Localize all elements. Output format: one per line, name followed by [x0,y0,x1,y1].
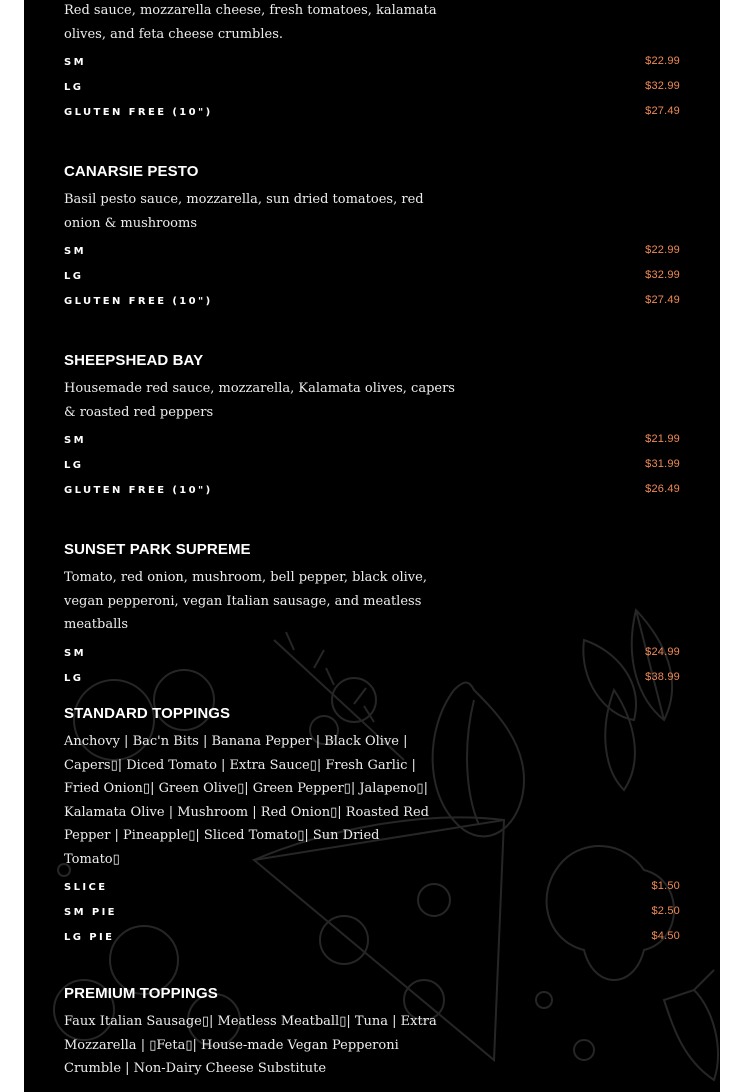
menu-item-canarsie-pesto [64,163,680,316]
menu-item-premium-toppings [64,985,680,1081]
price-value: $27.49 [645,294,680,306]
price-row [64,902,680,927]
price-row [64,241,680,266]
price-value: $32.99 [645,80,680,92]
price-row [64,480,680,505]
size-label: LG [64,271,84,282]
size-label: LG [64,460,84,471]
item-description: Anchovy | Bac'n Bits | Banana Pepper | Black Olive | Capers▯| Diced Tomato | Extra Sauce▯| Fresh Garlic | Fried Onion▯| Green Olive▯| Green Pepper▯| Jalapeno▯| Kalamata Olive | Mushroom | Red Onion▯| Roasted Red Pepper | Pineapple▯| Sliced Tomato▯| Sun Dried Tomato▯ [64,734,429,867]
size-label: LG [64,82,84,93]
price-value: $27.49 [645,105,680,117]
size-label: LG [64,672,84,684]
item-description: Basil pesto sauce, mozzarella, sun dried tomatoes, red onion & mushrooms [64,192,424,231]
menu-panel [24,0,720,1092]
price-value: $32.99 [645,269,680,281]
price-value: $21.99 [645,433,680,445]
price-row [64,455,680,480]
price-value: $38.99 [645,670,680,683]
price-row [64,643,680,668]
size-label: SM [64,57,86,68]
size-label: SM [64,246,86,257]
item-description: Faux Italian Sausage▯| Meatless Meatball▯| Tuna | Extra Mozzarella | ▯Feta▯| House-made Vegan Pepperoni Crumble | Non-Dairy Cheese Substitute [64,1014,437,1076]
price-value: $31.99 [645,458,680,470]
size-label: GLUTEN FREE (10") [64,107,213,118]
item-title: PREMIUM TOPPINGS [64,985,218,1002]
item-title: CANARSIE PESTO [64,163,199,180]
size-label: SM [64,647,86,659]
price-row [64,102,680,127]
price-value: $24.99 [645,645,680,658]
price-value: $1.50 [651,880,680,892]
price-row [64,52,680,77]
price-row [64,77,680,102]
item-title: SUNSET PARK SUPREME [64,541,251,558]
price-value: $22.99 [645,55,680,67]
size-label: SM [64,435,86,446]
price-row [64,668,680,693]
menu-item-standard-toppings [64,705,680,952]
size-label: LG PIE [64,932,115,943]
item-description: Red sauce, mozzarella cheese, fresh tomatoes, kalamata olives, and feta cheese crumbles. [64,3,437,42]
item-title: STANDARD TOPPINGS [64,705,231,722]
menu-item-sunset-park-supreme [64,541,680,693]
price-value: $26.49 [645,483,680,495]
menu-item-sheepshead-bay [64,352,680,505]
menu-item-greek [64,0,680,127]
price-row [64,927,680,952]
size-label: GLUTEN FREE (10") [64,485,213,496]
price-value: $4.50 [651,930,680,942]
size-label: SM PIE [64,907,117,918]
price-value: $22.99 [645,244,680,256]
price-value: $2.50 [651,905,680,917]
price-row [64,266,680,291]
item-description: Tomato, red onion, mushroom, bell pepper, black olive, vegan pepperoni, vegan Italian sausage, and meatless meatballs [64,570,427,632]
item-description: Housemade red sauce, mozzarella, Kalamata olives, capers & roasted red peppers [64,381,455,420]
item-title: SHEEPSHEAD BAY [64,352,204,369]
price-row [64,291,680,316]
price-row [64,430,680,455]
size-label: GLUTEN FREE (10") [64,296,213,307]
size-label: SLICE [64,882,108,893]
price-row [64,877,680,902]
